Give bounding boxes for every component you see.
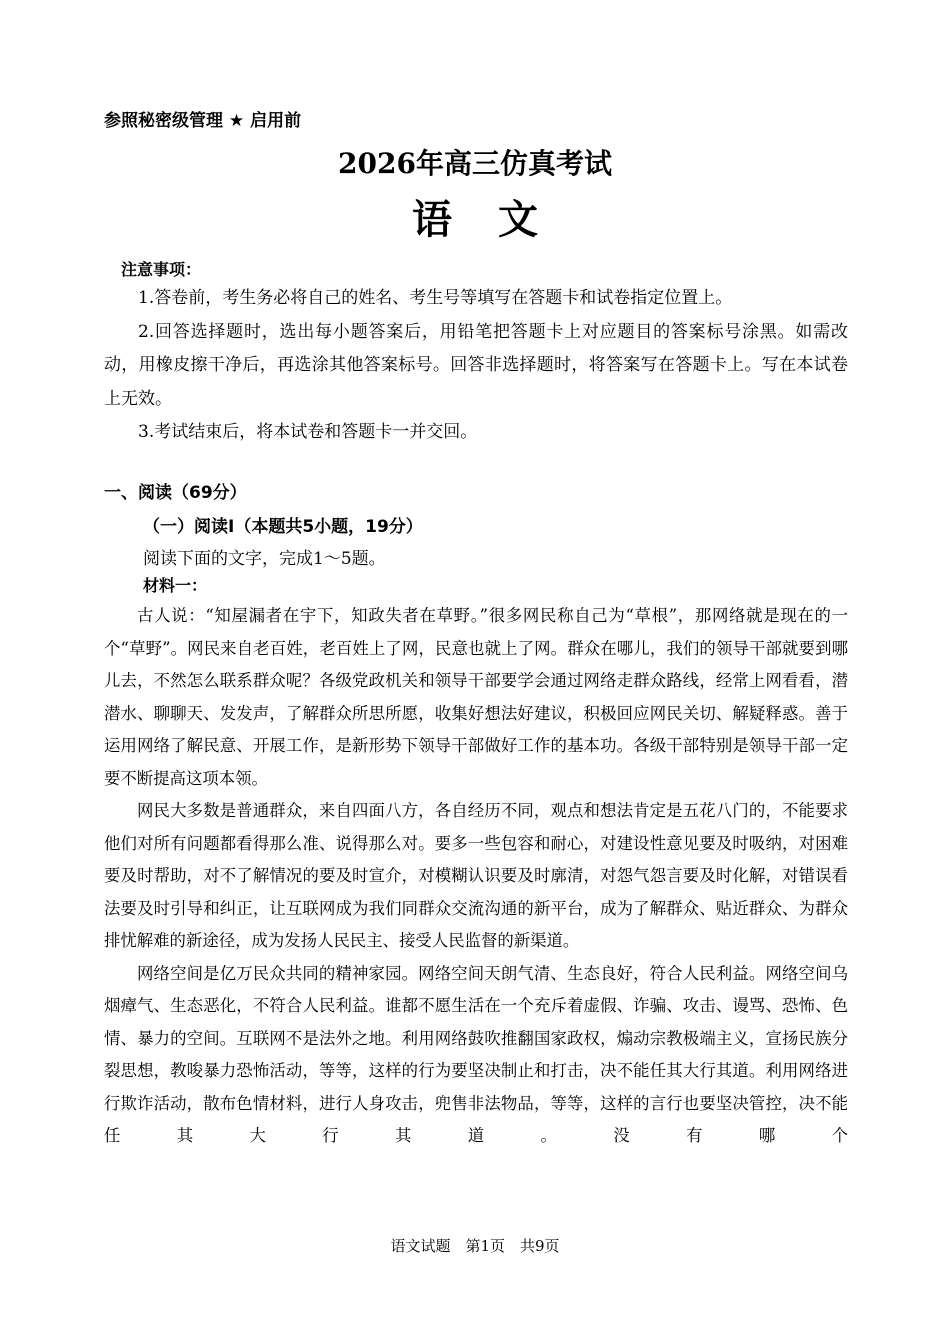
note-item: 3.考试结束后，将本试卷和答题卡一并交回。 bbox=[138, 422, 478, 442]
page-footer: 语文试题 第1页 共9页 bbox=[390, 1237, 560, 1255]
classification-label: 参照秘密级管理 ★ 启用前 bbox=[104, 111, 302, 131]
passage-paragraph: 网民大多数是普通群众，来自四面八方，各自经历不同，观点和想法肯定是五花八门的，不能要求他们对所有问题都看得那么准、说得那么对。要多一些包容和耐心，对建设性意见要及时吸纳，对困难要及时帮助，对不了解情况的要及时宣介，对模糊认识要及时廓清，对怨气怨言要及时化解，对错误看法要及时引导和纠正，让互联网成为我们同群众交流沟通的新平台，成为了解群众、贴近群众、为群众排忧解难的新途径，成为发扬人民民主、接受人民监督的新渠道。 bbox=[104, 801, 848, 950]
reading-passage bbox=[104, 600, 848, 1153]
note-item: 1.答卷前，考生务必将自己的姓名、考生号等填写在答题卡和试卷指定位置上。 bbox=[138, 288, 733, 308]
passage-paragraph: 古人说：“知屋漏者在宇下，知政失者在草野。”很多网民称自己为“草根”，那网络就是现在的一个“草野”。网民来自老百姓，老百姓上了网，民意也就上了网。群众在哪儿，我们的领导干部就要到哪儿去，不然怎么联系群众呢？各级党政机关和领导干部要学会通过网络走群众路线，经常上网看看，潜潜水、聊聊天、发发声，了解群众所思所愿，收集好想法好建议，积极回应网民关切、解疑释惑。善于运用网络了解民意、开展工作，是新形势下领导干部做好工作的基本功。各级干部特别是领导干部一定要不断提高这项本领。 bbox=[104, 606, 848, 788]
notes-list bbox=[104, 282, 848, 450]
note-item: 2.回答选择题时，选出每小题答案后，用铅笔把答题卡上对应题目的答案标号涂黑。如需改动，用橡皮擦干净后，再选涂其他答案标号。回答非选择题时，将答案写在答题卡上。写在本试卷上无效。 bbox=[104, 321, 848, 409]
material-label: 材料一： bbox=[143, 576, 208, 595]
passage-paragraph: 网络空间是亿万民众共同的精神家园。网络空间天朗气清、生态良好，符合人民利益。网络空间乌烟瘴气、生态恶化，不符合人民利益。谁都不愿生活在一个充斥着虚假、诈骗、攻击、谩骂、恐怖、色情、暴力的空间。互联网不是法外之地。利用网络鼓吹推翻国家政权，煽动宗教极端主义，宣扬民族分裂思想，教唆暴力恐怖活动，等等，这样的行为要坚决制止和打击，决不能任其大行其道。利用网络进行欺诈活动，散布色情材料，进行人身攻击，兜售非法物品，等等，这样的言行也要坚决管控，决不能任其大行其道。没有哪个 bbox=[104, 963, 848, 1145]
section-heading: 一、阅读（69分） bbox=[104, 483, 247, 503]
notes-heading: 注意事项： bbox=[121, 260, 202, 279]
subject-title: 语文 bbox=[412, 196, 584, 243]
reading-instruction: 阅读下面的文字，完成1～5题。 bbox=[143, 549, 386, 569]
exam-title: 2026年高三仿真考试 bbox=[338, 147, 612, 180]
subsection-heading: （一）阅读Ⅰ（本题共5小题，19分） bbox=[143, 517, 423, 537]
